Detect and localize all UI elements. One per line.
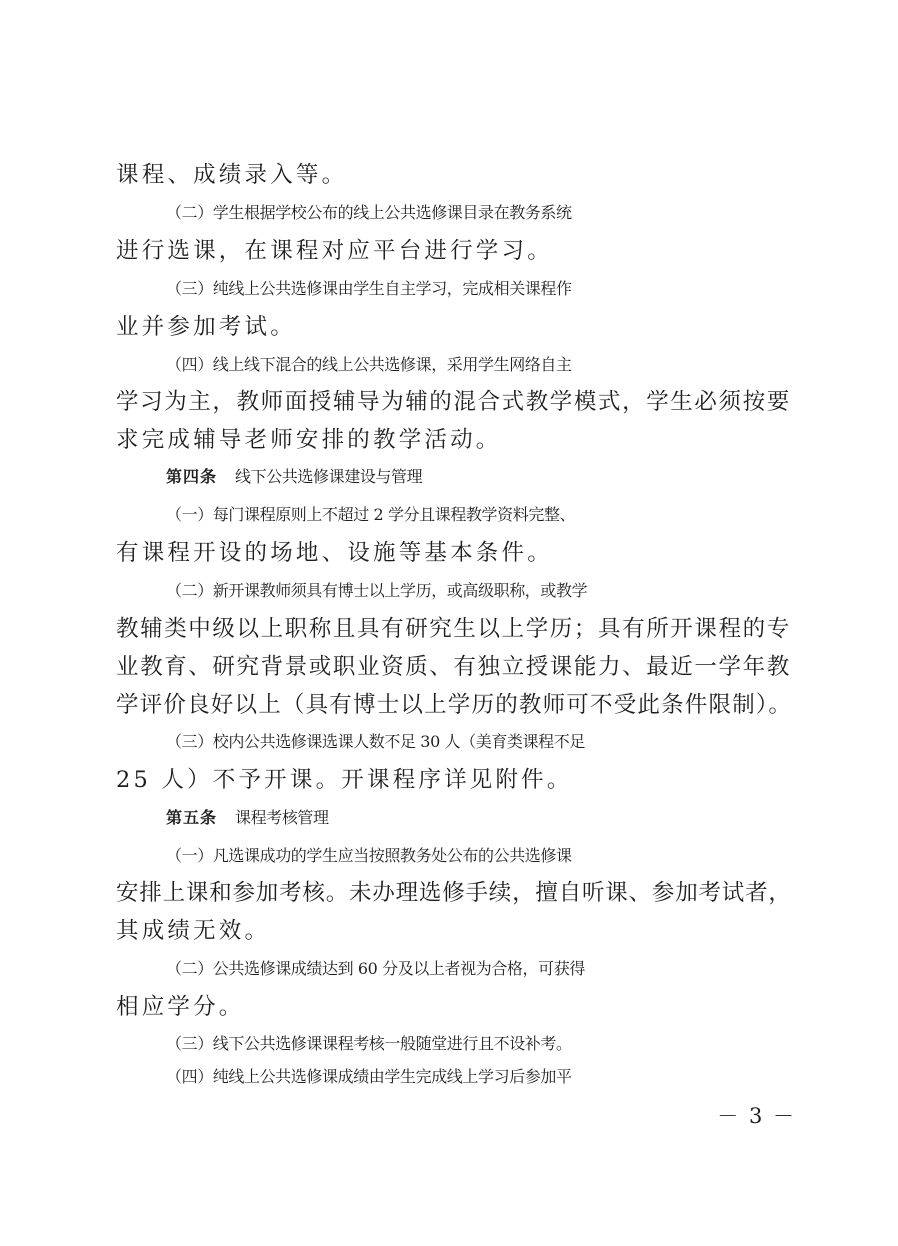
paragraph-line: （四）线上线下混合的线上公共选修课，采用学生网络自主 — [166, 355, 572, 374]
paragraph-line: （一）每门课程原则上不超过 2 学分且课程教学资料完整、 — [166, 505, 576, 524]
paragraph-line: 进行选课，在课程对应平台进行学习。 — [116, 238, 553, 264]
paragraph-line: （三）校内公共选修课选课人数不足 30 人（美育类课程不足 — [166, 732, 585, 751]
paragraph-line: （二）新开课教师须具有博士以上学历，或高级职称，或教学 — [166, 581, 588, 600]
article-4-heading — [166, 457, 846, 497]
paragraph-line: （三）纯线上公共选修课由学生自主学习，完成相关课程作 — [166, 279, 572, 298]
article-4-label: 第四条 — [166, 467, 218, 486]
paragraph-line: （一）凡选课成功的学生应当按照教务处公布的公共选修课 — [166, 846, 572, 865]
paragraph-line: （二）学生根据学校公布的线上公共选修课目录在教务系统 — [166, 203, 572, 222]
paragraph-line: 学评价良好以上（具有博士以上学历的教师可不受此条件限制）。 — [116, 692, 793, 718]
paragraph-line: 课程、成绩录入等。 — [116, 162, 348, 188]
paragraph-line: 其成绩无效。 — [116, 918, 271, 944]
paragraph-line: 有课程开设的场地、设施等基本条件。 — [116, 540, 553, 566]
paragraph-line: （四）纯线上公共选修课成绩由学生完成线上学习后参加平 — [166, 1067, 572, 1086]
paragraph-line: （三）线下公共选修课课程考核一般随堂进行且不设补考。 — [166, 1034, 572, 1053]
paragraph-line: 25 人）不予开课。开课程序详见附件。 — [116, 767, 573, 793]
paragraph-line: 教辅类中级以上职称且具有研究生以上学历；具有所开课程的专 — [116, 616, 791, 642]
article-5-label: 第五条 — [166, 808, 218, 827]
paragraph-line: 学习为主，教师面授辅导为辅的混合式教学模式，学生必须按要 — [116, 389, 791, 415]
page-number: － 3 － — [717, 1104, 796, 1128]
article-5-heading — [166, 798, 846, 838]
article-5-title: 课程考核管理 — [235, 808, 329, 827]
paragraph-line: （二）公共选修课成绩达到 60 分及以上者视为合格，可获得 — [166, 959, 585, 978]
paragraph-line: 求完成辅导老师安排的教学活动。 — [116, 427, 502, 453]
paragraph-line: 相应学分。 — [116, 994, 245, 1020]
article-4-title: 线下公共选修课建设与管理 — [235, 467, 423, 486]
paragraph-line: 业教育、研究背景或职业资质、有独立授课能力、最近一学年教 — [116, 654, 791, 680]
paragraph-line: 业并参加考试。 — [116, 314, 296, 340]
paragraph-line: 安排上课和参加考核。未办理选修手续，擅自听课、参加考试者， — [116, 880, 792, 906]
